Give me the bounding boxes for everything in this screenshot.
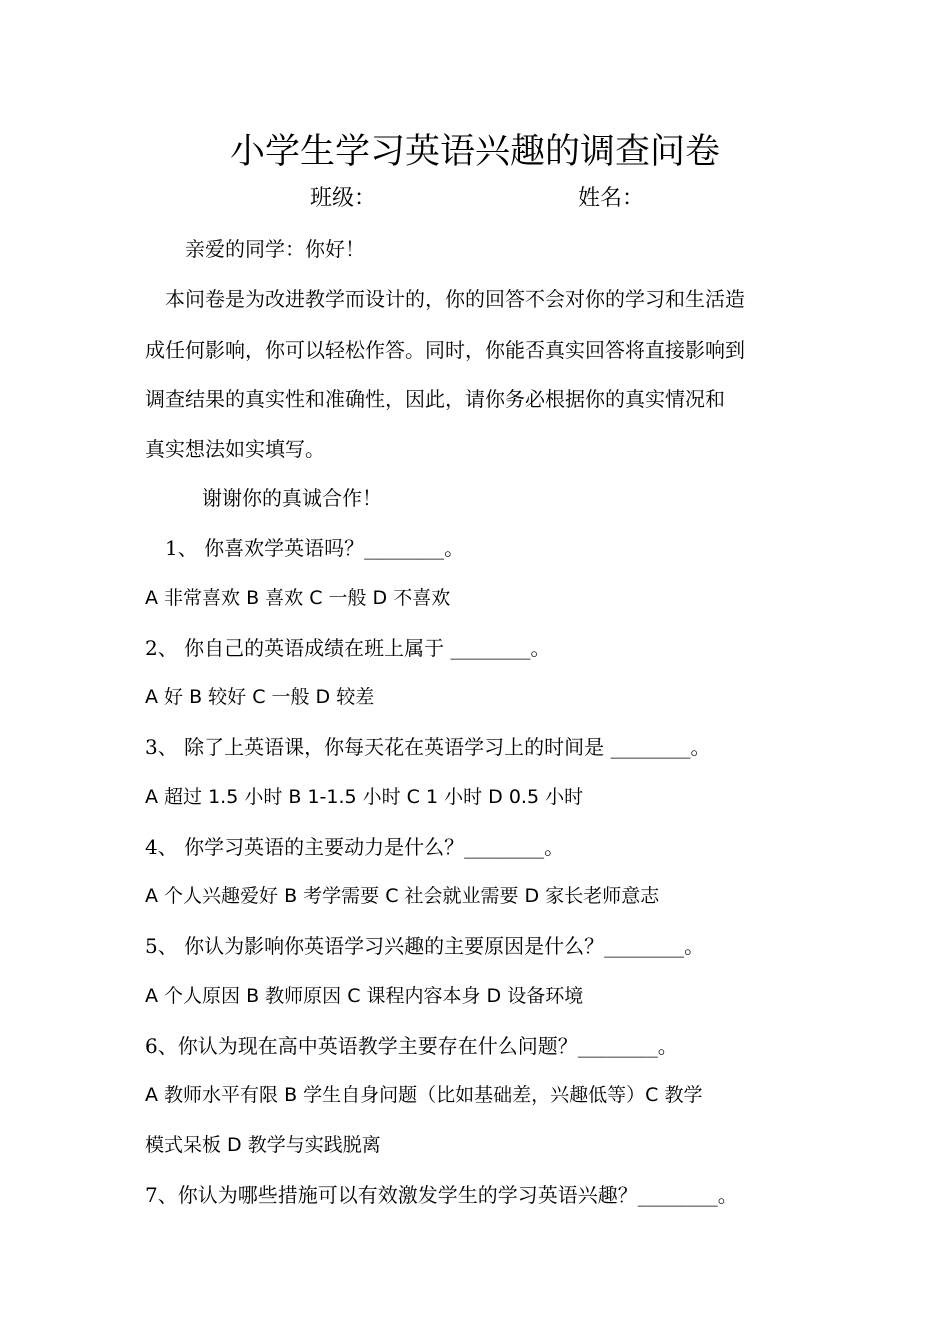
greeting: 亲爱的同学：你好！ bbox=[185, 237, 365, 261]
question-5: 5、 你认为影响你英语学习兴趣的主要原因是什么？________。 bbox=[145, 934, 705, 958]
name-label: 姓名： bbox=[578, 186, 645, 211]
intro-line: 本问卷是为改进教学而设计的，你的回答不会对你的学习和生活造 bbox=[165, 287, 745, 311]
question-6: 6、你认为现在高中英语教学主要存在什么问题？________。 bbox=[145, 1034, 678, 1058]
options-4: A 个人兴趣爱好 B 考学需要 C 社会就业需要 D 家长老师意志 bbox=[145, 885, 660, 907]
options-6: A 教师水平有限 B 学生自身问题（比如基础差，兴趣低等）C 教学 bbox=[145, 1084, 703, 1106]
options-2: A 好 B 较好 C 一般 D 较差 bbox=[145, 686, 375, 708]
question-4: 4、 你学习英语的主要动力是什么？________。 bbox=[145, 835, 565, 859]
intro-line: 成任何影响，你可以轻松作答。同时，你能否真实回答将直接影响到 bbox=[145, 338, 745, 362]
options-6-continued: 模式呆板 D 教学与实践脱离 bbox=[145, 1134, 381, 1156]
page-title: 小学生学习英语兴趣的调查问卷 bbox=[229, 132, 720, 172]
question-3: 3、 除了上英语课，你每天花在英语学习上的时间是 ________。 bbox=[145, 735, 711, 759]
options-1: A 非常喜欢 B 喜欢 C 一般 D 不喜欢 bbox=[145, 587, 451, 609]
question-7: 7、你认为哪些措施可以有效激发学生的学习英语兴趣？________。 bbox=[145, 1183, 738, 1207]
thanks-line: 谢谢你的真诚合作！ bbox=[202, 486, 382, 510]
question-2: 2、 你自己的英语成绩在班上属于 ________。 bbox=[145, 636, 551, 660]
question-1: 1、 你喜欢学英语吗？________。 bbox=[165, 536, 465, 560]
options-5: A 个人原因 B 教师原因 C 课程内容本身 D 设备环境 bbox=[145, 985, 584, 1007]
intro-line: 真实想法如实填写。 bbox=[145, 437, 325, 461]
intro-line: 调查结果的真实性和准确性，因此，请你务必根据你的真实情况和 bbox=[145, 387, 725, 411]
class-label: 班级： bbox=[310, 186, 377, 211]
options-3: A 超过 1.5 小时 B 1-1.5 小时 C 1 小时 D 0.5 小时 bbox=[145, 786, 584, 808]
